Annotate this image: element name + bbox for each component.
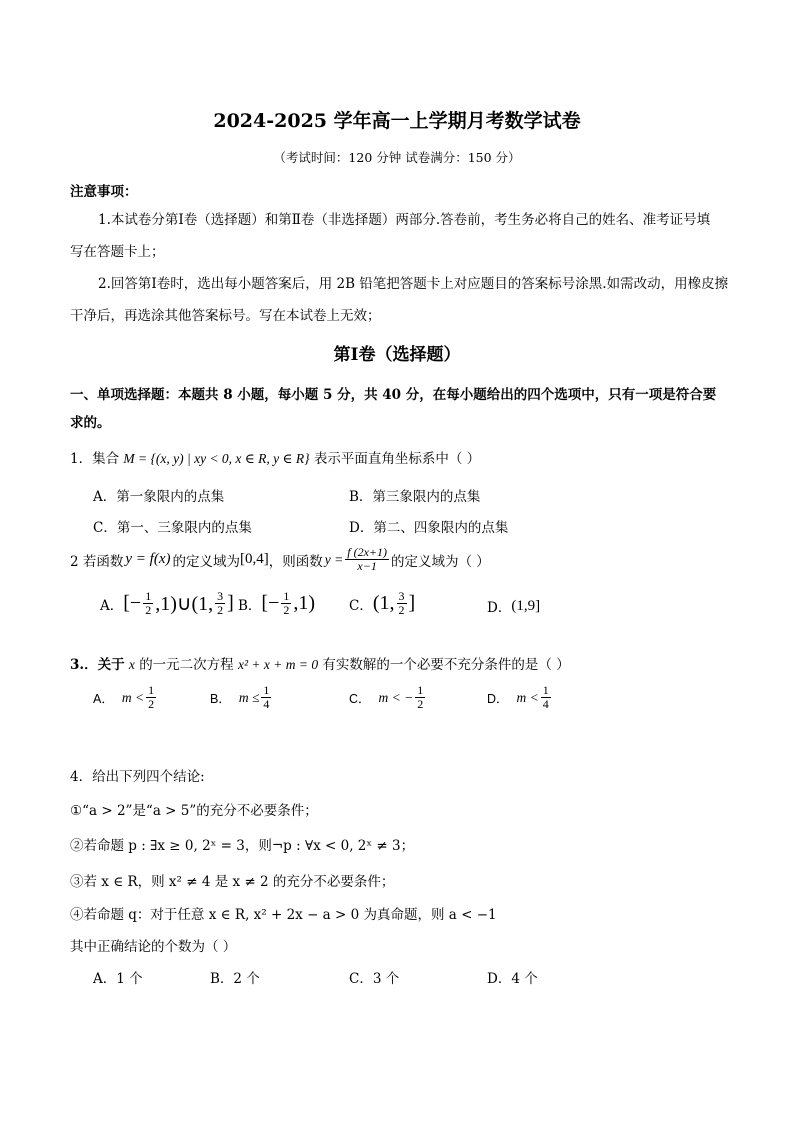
section-instructions-line1: 一、单项选择题：本题共 8 小题，每小题 5 分，共 40 分，在每小题给出的四个选项中，只有一项是符合要 [70, 387, 717, 403]
q4-option-a[interactable]: A．1 个 [93, 971, 143, 987]
notice-item1-line2: 写在答题卡上； [70, 244, 165, 260]
q3-option-a-label: A． [93, 691, 114, 706]
question-4-stem: 4．给出下列四个结论: [70, 769, 205, 785]
notice-item2-line1: 2.回答第Ⅰ卷时，选出每小题答案后，用 2B 铅笔把答题卡上对应题目的答案标号涂黑.如需改动，用橡皮擦 [98, 276, 729, 292]
q2-option-b-label: B． [238, 597, 262, 614]
q2-option-d-label: D． [487, 600, 512, 616]
exam-subtitle: （考试时间：120 分钟 试卷满分：150 分） [273, 150, 521, 165]
q1-set-expression: M = {(x, y) | xy < 0, x ∈ R, y ∈ R} [123, 451, 310, 466]
q3-suffix: 有实数解的一个必要不充分条件的是（ ） [322, 657, 570, 673]
q2-option-a-close: ] [227, 592, 234, 614]
q2-option-a-frac1 [143, 590, 153, 617]
section-instructions-line2: 求的。 [70, 415, 111, 431]
q2-option-c-frac [397, 590, 407, 617]
q3-option-c-frac [415, 684, 425, 711]
q2-option-c-label: C． [349, 597, 373, 614]
section-title: 第Ⅰ卷（选择题） [333, 345, 461, 365]
q1-option-c[interactable]: C．第一、三象限内的点集 [93, 520, 252, 536]
question-2-stem [70, 546, 490, 573]
frac-den: 4 [542, 697, 549, 711]
q2-option-b-close: ,1) [293, 592, 316, 614]
q3-option-a[interactable] [93, 684, 158, 711]
q2-suffix: 的定义域为（ ） [390, 553, 490, 570]
q2-option-c-close: ] [408, 592, 416, 614]
q4-option-b[interactable]: B．2 个 [210, 971, 260, 987]
frac-num: 1 [263, 683, 270, 697]
q3-option-a-rel: m < [121, 689, 145, 705]
q2-option-a-label: A． [100, 597, 124, 614]
q3-option-c[interactable] [349, 684, 427, 711]
frac-num: 1 [145, 589, 152, 603]
frac-num: 1 [417, 683, 424, 697]
q1-option-a[interactable]: A．第一象限内的点集 [93, 489, 225, 505]
q2-option-b-frac [281, 590, 291, 617]
q2-option-c[interactable] [349, 590, 415, 617]
q3-option-d[interactable] [487, 684, 553, 711]
q4-statement-1: ①“a > 2”是“a > 5”的充分不必要条件； [70, 803, 318, 819]
q2-option-a-frac2 [215, 590, 225, 617]
q2-y-eq: y = [324, 551, 344, 567]
q3-option-d-label: D． [487, 691, 509, 706]
exam-title: 2024-2025 学年高一上学期月考数学试卷 [213, 110, 581, 132]
q3-option-c-rel: m < − [378, 689, 414, 705]
q2-option-d[interactable] [487, 596, 540, 616]
q2-option-b-open: [− [261, 592, 280, 614]
q4-statement-2: ②若命题 p : ∃x ≥ 0, 2ˣ = 3，则¬p : ∀x < 0, 2ˣ ≠ 3； [70, 838, 415, 854]
frac-den: 2 [417, 697, 424, 711]
q2-option-a-mid: ,1)∪(1, [155, 593, 214, 615]
frac-den: 2 [398, 603, 405, 617]
q2-option-a-open: [− [123, 592, 142, 614]
q3-option-a-frac [146, 684, 156, 711]
q2-option-d-value: (1,9] [511, 597, 541, 614]
q3-option-b-label: B． [210, 691, 231, 706]
q4-question: 其中正确结论的个数为（ ） [70, 939, 237, 955]
frac-den: 2 [145, 603, 152, 617]
q2-fraction-denominator: x−1 [357, 559, 377, 573]
frac-num: 1 [148, 683, 155, 697]
q1-option-d[interactable]: D．第二、四象限内的点集 [349, 520, 509, 536]
q4-option-d[interactable]: D．4 个 [487, 971, 538, 987]
q3-prefix: 3.．关于 [70, 657, 125, 673]
question-1-stem [70, 447, 480, 467]
q2-fraction-numerator: f (2x+1) [347, 545, 387, 559]
q3-equation: x² + x + m = 0 [237, 657, 319, 672]
q2-fraction [345, 546, 389, 573]
notice-heading: 注意事项： [70, 184, 138, 200]
q1-suffix: 表示平面直角坐标系中（ ） [313, 451, 481, 467]
q4-statement-4: ④若命题 q：对于任意 x ∈ R, x² + 2x − a > 0 为真命题，则 a < −1 [70, 907, 497, 923]
frac-num: 1 [542, 683, 549, 697]
q2-mid2: ，则函数 [268, 553, 323, 570]
frac-num: 3 [398, 589, 405, 603]
frac-den: 4 [263, 697, 270, 711]
q1-prefix: 1．集合 [70, 451, 120, 467]
q3-mid: 的一元二次方程 [139, 657, 234, 673]
q4-statement-3: ③若 x ∈ R，则 x² ≠ 4 是 x ≠ 2 的充分不必要条件； [70, 874, 395, 890]
q2-mid1: 的定义域为 [172, 553, 240, 570]
q2-function: y = f(x) [125, 551, 171, 567]
q2-option-c-open: (1, [372, 592, 395, 614]
q3-option-d-rel: m < [516, 689, 539, 705]
q3-option-c-label: C． [349, 691, 371, 706]
notice-item1-line1: 1.本试卷分第Ⅰ卷（选择题）和第Ⅱ卷（非选择题）两部分.答卷前，考生务必将自己的姓名、准考证号填 [98, 212, 711, 228]
question-3-stem [70, 653, 570, 673]
q2-option-a[interactable] [100, 590, 234, 617]
q3-variable: x [128, 657, 135, 672]
q1-option-b[interactable]: B．第三象限内的点集 [349, 489, 481, 505]
notice-item2-line2: 干净后，再选涂其他答案标号。写在本试卷上无效； [70, 308, 381, 324]
q3-option-b[interactable] [210, 684, 273, 711]
q3-option-b-rel: m ≤ [238, 689, 260, 705]
q3-option-d-frac [541, 684, 551, 711]
q2-option-b[interactable] [238, 590, 315, 617]
frac-den: 2 [148, 697, 155, 711]
frac-num: 1 [283, 589, 290, 603]
q4-option-c[interactable]: C．3 个 [349, 971, 400, 987]
q2-prefix: 2 若函数 [70, 553, 124, 570]
q3-option-b-frac [261, 684, 271, 711]
frac-num: 3 [217, 589, 224, 603]
frac-den: 2 [283, 603, 290, 617]
frac-den: 2 [217, 603, 224, 617]
q2-domain: [0,4] [240, 551, 269, 567]
